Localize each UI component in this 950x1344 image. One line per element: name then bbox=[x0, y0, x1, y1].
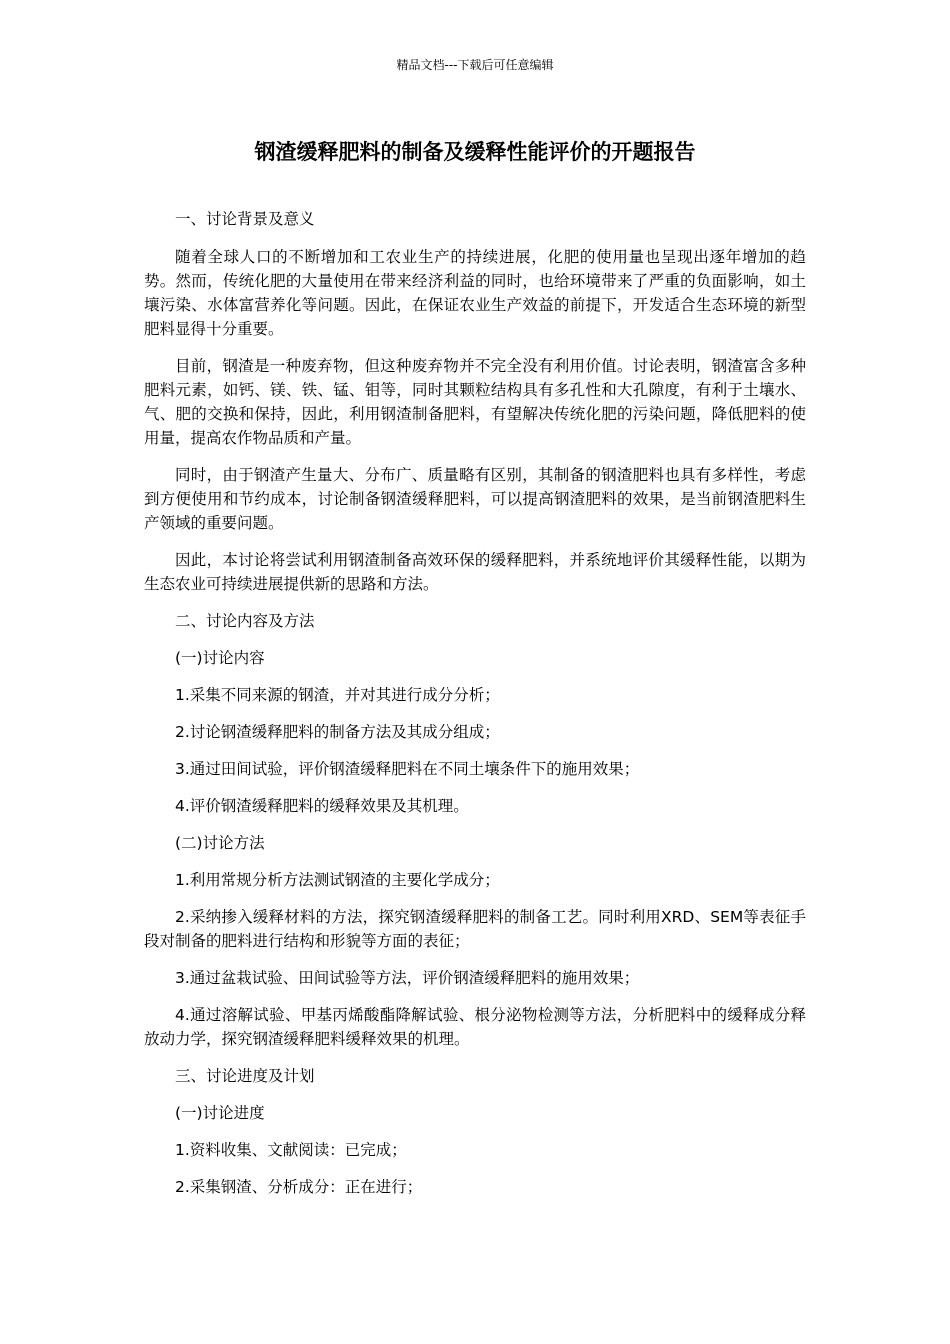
paragraph-background-3: 同时，由于钢渣产生量大、分布广、质量略有区别，其制备的钢渣肥料也具有多样性，考虑到方便使用和节约成本，讨论制备钢渣缓释肥料，可以提高钢渣肥料的效果，是当前钢渣肥料生产领域的重要问题。 bbox=[144, 466, 806, 532]
list-item-method-1: 1.利用常规分析方法测试钢渣的主要化学成分； bbox=[175, 871, 500, 889]
list-item-content-3: 3.通过田间试验，评价钢渣缓释肥料在不同土壤条件下的施用效果； bbox=[175, 760, 640, 778]
list-item-progress-2: 2.采集钢渣、分析成分：正在进行； bbox=[175, 1178, 423, 1196]
subheading-content: (一)讨论内容 bbox=[175, 649, 265, 667]
subheading-methods: (二)讨论方法 bbox=[175, 834, 265, 852]
document-title: 钢渣缓释肥料的制备及缓释性能评价的开题报告 bbox=[254, 140, 696, 164]
list-item-method-2: 2.采纳掺入缓释材料的方法，探究钢渣缓释肥料的制备工艺。同时利用XRD、SEM等表征手段对制备的肥料进行结构和形貌等方面的表征； bbox=[144, 908, 806, 950]
list-item-method-3: 3.通过盆栽试验、田间试验等方法，评价钢渣缓释肥料的施用效果； bbox=[175, 969, 640, 987]
paragraph-background-2: 目前，钢渣是一种废弃物，但这种废弃物并不完全没有利用价值。讨论表明，钢渣富含多种肥料元素，如钙、镁、铁、锰、钼等，同时其颗粒结构具有多孔性和大孔隙度，有利于土壤水、气、肥的交换和保持，因此，利用钢渣制备肥料，有望解决传统化肥的污染问题，降低肥料的使用量，提高农作物品质和产量。 bbox=[144, 357, 806, 447]
document-body bbox=[144, 207, 806, 1212]
list-item-method-4: 4.通过溶解试验、甲基丙烯酸酯降解试验、根分泌物检测等方法，分析肥料中的缓释成分释放动力学，探究钢渣缓释肥料缓释效果的机理。 bbox=[144, 1006, 806, 1048]
list-item-content-4: 4.评价钢渣缓释肥料的缓释效果及其机理。 bbox=[175, 797, 469, 815]
section-heading-content-methods: 二、讨论内容及方法 bbox=[175, 612, 315, 630]
paragraph-background-4: 因此，本讨论将尝试利用钢渣制备高效环保的缓释肥料，并系统地评价其缓释性能，以期为生态农业可持续进展提供新的思路和方法。 bbox=[144, 551, 806, 593]
subheading-progress: (一)讨论进度 bbox=[175, 1104, 265, 1122]
list-item-content-1: 1.采集不同来源的钢渣，并对其进行成分分析； bbox=[175, 686, 500, 704]
list-item-content-2: 2.讨论钢渣缓释肥料的制备方法及其成分组成； bbox=[175, 723, 500, 741]
section-heading-schedule: 三、讨论进度及计划 bbox=[175, 1067, 315, 1085]
list-item-progress-1: 1.资料收集、文献阅读：已完成； bbox=[175, 1141, 407, 1159]
page-header-note: 精品文档---下载后可任意编辑 bbox=[396, 58, 554, 72]
paragraph-background-1: 随着全球人口的不断增加和工农业生产的持续进展，化肥的使用量也呈现出逐年增加的趋势。然而，传统化肥的大量使用在带来经济利益的同时，也给环境带来了严重的负面影响，如土壤污染、水体富营养化等问题。因此，在保证农业生产效益的前提下，开发适合生态环境的新型肥料显得十分重要。 bbox=[144, 248, 806, 338]
section-heading-background: 一、讨论背景及意义 bbox=[175, 210, 315, 228]
